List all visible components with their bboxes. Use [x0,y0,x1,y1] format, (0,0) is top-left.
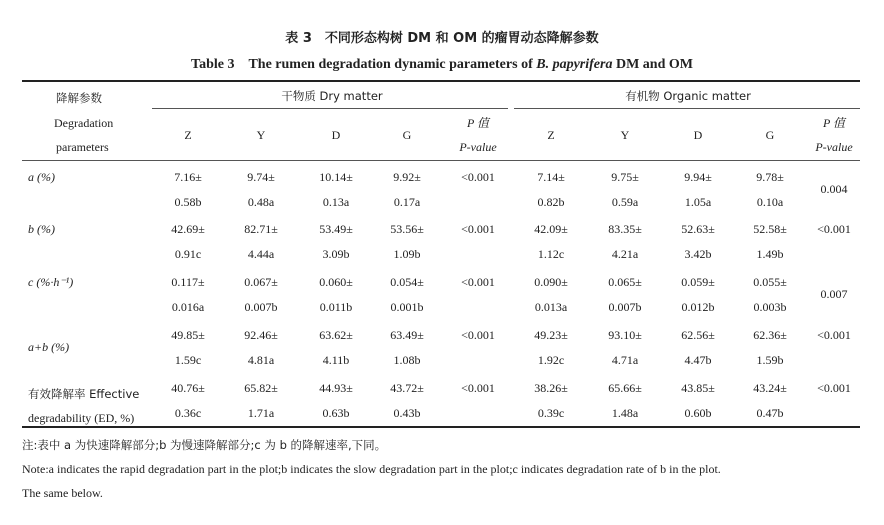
dm-mean: 42.69± [171,222,205,236]
om-se: 0.59a [611,195,639,209]
dm-se: 0.001b [390,300,424,314]
om-p-value: <0.001 [817,381,851,395]
header-col-om-d: D [693,128,703,142]
dm-p-value: <0.001 [461,275,495,289]
dm-mean: 53.56± [390,222,424,236]
header-bottom-rule [22,160,860,161]
title-en-species: B. papyrifera [536,57,613,72]
header-dm-p-en: P-value [459,140,497,154]
om-se: 0.47b [756,406,784,420]
dm-mean: 0.117± [171,275,205,289]
header-param-cn: 降解参数 [56,91,102,105]
om-se: 4.21a [611,247,639,261]
top-rule [22,80,860,82]
header-param-en-1: Degradation [54,116,114,130]
om-se: 1.59b [756,353,784,367]
dm-mean: 63.49± [390,328,424,342]
dm-mean: 0.067± [244,275,278,289]
header-om-p-en: P-value [815,140,853,154]
header-col-om-y: Y [620,128,630,142]
row-label: 有效降解率 Effective [28,387,140,401]
om-p-value: <0.001 [817,222,851,236]
om-se: 4.71a [611,353,639,367]
om-se: 1.48a [611,406,639,420]
om-se: 1.49b [756,247,784,261]
dm-se: 1.08b [393,353,421,367]
table-title-cn: 表 3 不同形态构树 DM 和 OM 的瘤胃动态降解参数 [285,31,599,46]
title-en-suffix: DM and OM [612,57,693,72]
dm-p-value: <0.001 [461,222,495,236]
om-mean: 0.065± [608,275,642,289]
dm-p-value: <0.001 [461,328,495,342]
row-label: b (%) [28,222,55,236]
dm-se: 1.71a [247,406,275,420]
om-se: 0.39c [537,406,565,420]
dm-mean: 9.74± [247,170,275,184]
header-dm-group: 干物质 Dry matter [281,89,383,103]
dm-se: 0.91c [174,247,202,261]
dm-se: 4.81a [247,353,275,367]
dm-p-value: <0.001 [461,381,495,395]
om-mean: 52.63± [681,222,715,236]
om-mean: 83.35± [608,222,642,236]
dm-se: 0.17a [393,195,421,209]
om-se: 0.012b [681,300,715,314]
note-cn: 注:表中 a 为快速降解部分;b 为慢速降解部分;c 为 b 的降解速率,下同。 [22,438,387,452]
dm-se: 1.09b [393,247,421,261]
om-mean: 0.059± [681,275,715,289]
om-mean: 43.24± [753,381,787,395]
dm-group-rule [152,108,508,109]
om-mean: 0.090± [534,275,568,289]
dm-se: 0.007b [244,300,278,314]
om-se: 0.60b [684,406,712,420]
om-mean: 62.36± [753,328,787,342]
title-en-prefix: Table 3 The rumen degradation dynamic parameters of [191,57,537,72]
om-se: 1.12c [537,247,565,261]
header-col-om-z: Z [547,128,555,142]
header-col-dm-z: Z [184,128,192,142]
dm-mean: 63.62± [319,328,353,342]
om-se: 1.92c [537,353,565,367]
dm-mean: 7.16± [174,170,202,184]
dm-se: 0.13a [322,195,350,209]
om-se: 0.82b [537,195,565,209]
header-col-om-g: G [765,128,775,142]
dm-se: 0.58b [174,195,202,209]
note-en-1: Note:a indicates the rapid degradation part in the plot;b indicates the slow degradation part in the plot;c indicates degradation rate of b in the plot. [22,462,721,476]
header-om-p-label: P 值 [822,116,846,130]
header-col-dm-y: Y [256,128,266,142]
om-mean: 9.94± [684,170,712,184]
dm-mean: 44.93± [319,381,353,395]
om-se: 0.10a [756,195,784,209]
dm-mean: 10.14± [319,170,353,184]
dm-mean: 53.49± [319,222,353,236]
dm-mean: 0.060± [319,275,353,289]
om-mean: 0.055± [753,275,787,289]
dm-mean: 49.85± [171,328,205,342]
dm-mean: 65.82± [244,381,278,395]
row-label: a+b (%) [28,340,70,354]
bottom-rule [22,426,860,428]
dm-se: 0.63b [322,406,350,420]
om-mean: 93.10± [608,328,642,342]
header-col-dm-d: D [331,128,341,142]
dm-se: 0.48a [247,195,275,209]
om-mean: 7.14± [537,170,565,184]
dm-se: 4.11b [322,353,350,367]
dm-se: 1.59c [174,353,202,367]
dm-se: 0.016a [171,300,205,314]
row-label: a (%) [28,170,55,184]
om-p-value: <0.001 [817,328,851,342]
header-col-dm-g: G [402,128,412,142]
om-mean: 43.85± [681,381,715,395]
om-mean: 65.66± [608,381,642,395]
om-se: 4.47b [684,353,712,367]
om-p-value: 0.007 [820,287,848,301]
header-om-group: 有机物 Organic matter [625,89,751,103]
dm-p-value: <0.001 [461,170,495,184]
dm-mean: 9.92± [393,170,421,184]
dm-se: 0.011b [319,300,353,314]
om-group-rule [514,108,860,109]
om-se: 0.003b [753,300,787,314]
dm-mean: 82.71± [244,222,278,236]
om-se: 1.05a [684,195,712,209]
row-label-2: degradability (ED, %) [28,411,135,425]
om-mean: 9.78± [756,170,784,184]
dm-se: 0.43b [393,406,421,420]
om-p-value: 0.004 [820,182,848,196]
om-mean: 62.56± [681,328,715,342]
dm-mean: 40.76± [171,381,205,395]
dm-se: 3.09b [322,247,350,261]
om-mean: 49.23± [534,328,568,342]
om-mean: 52.58± [753,222,787,236]
om-mean: 42.09± [534,222,568,236]
row-label: c (%·h⁻¹) [28,275,74,289]
om-se: 0.013a [534,300,568,314]
header-param-en-2: parameters [56,140,109,154]
dm-mean: 92.46± [244,328,278,342]
om-mean: 38.26± [534,381,568,395]
dm-se: 4.44a [247,247,275,261]
dm-se: 0.36c [174,406,202,420]
note-en-2: The same below. [22,486,103,500]
header-dm-p-label: P 值 [466,116,490,130]
om-se: 3.42b [684,247,712,261]
om-se: 0.007b [608,300,642,314]
dm-mean: 0.054± [390,275,424,289]
om-mean: 9.75± [611,170,639,184]
table-title-en [0,53,884,73]
dm-mean: 43.72± [390,381,424,395]
